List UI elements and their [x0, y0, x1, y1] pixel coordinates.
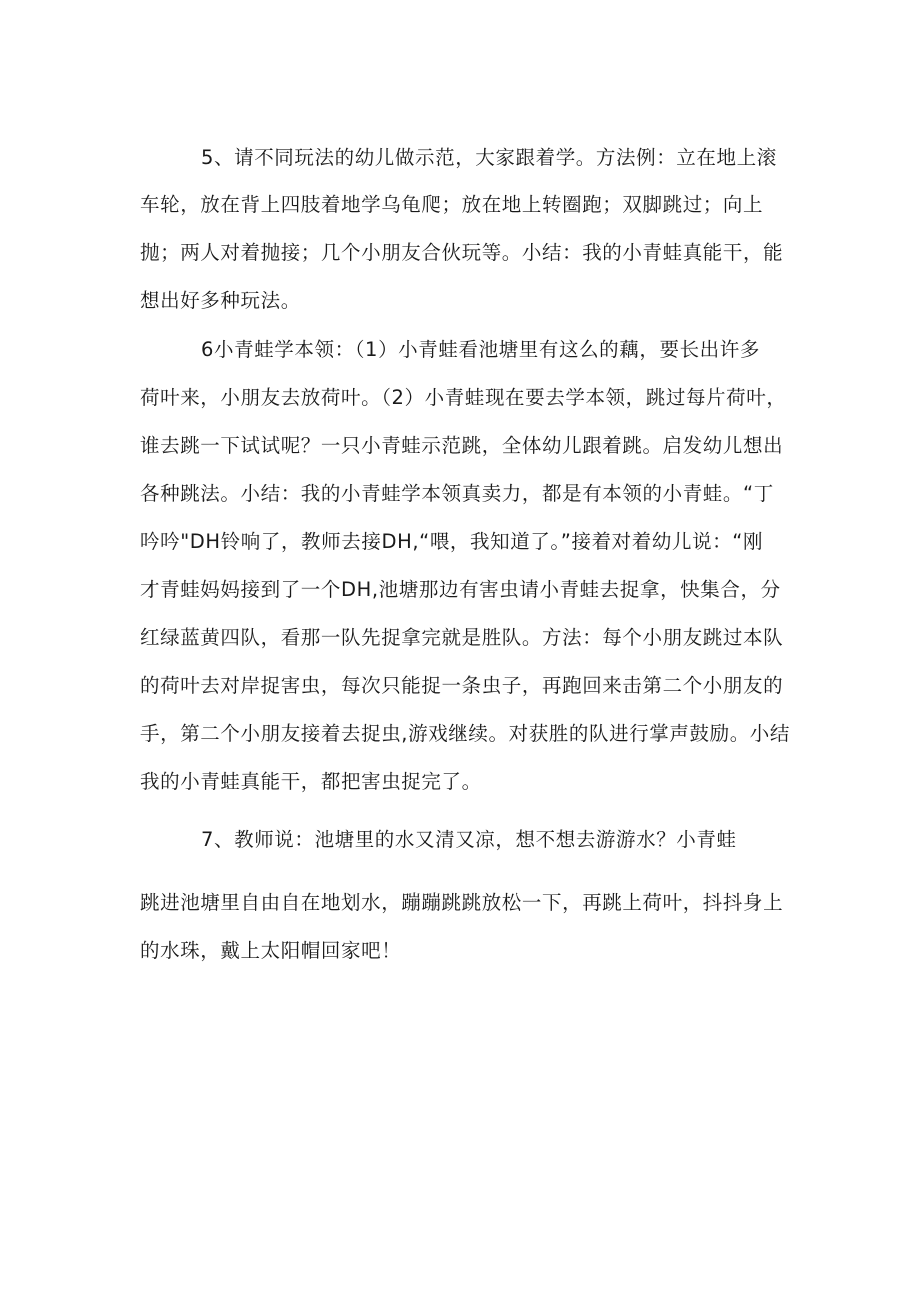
paragraph-6-line-6: 才青蛙妈妈接到了一个DH,池塘那边有害虫请小青蛙去捉拿，快集合，分 [140, 578, 781, 601]
paragraph-6-line-5: 吟吟"DH铃响了，教师去接DH,“喂，我知道了。”接着对着幼儿说：“刚 [140, 530, 764, 553]
paragraph-6-line-10: 我的小青蛙真能干，都把害虫捉完了。 [140, 770, 482, 793]
paragraph-7-line-3: 的水珠，戴上太阳帽回家吧！ [140, 939, 402, 962]
paragraph-6-line-1: 6小青蛙学本领：（1）小青蛙看池塘里有这么的藕，要长出许多 [201, 338, 760, 361]
paragraph-5-line-2: 车轮，放在背上四肢着地学乌龟爬；放在地上转圈跑；双脚跳过；向上 [140, 193, 764, 216]
paragraph-6-line-2: 荷叶来，小朋友去放荷叶。（2）小青蛙现在要去学本领，跳过每片荷叶， [140, 386, 787, 409]
paragraph-6-line-7: 红绿蓝黄四队，看那一队先捉拿完就是胜队。方法：每个小朋友跳过本队 [140, 626, 784, 649]
paragraph-5-line-1: 5、请不同玩法的幼儿做示范，大家跟着学。方法例：立在地上滚 [201, 146, 777, 169]
paragraph-5-line-3: 抛；两人对着抛接；几个小朋友合伙玩等。小结：我的小青蛙真能干，能 [140, 241, 784, 264]
paragraph-6-line-3: 谁去跳一下试试呢？一只小青蛙示范跳，全体幼儿跟着跳。启发幼儿想出 [140, 434, 784, 457]
paragraph-6-line-8: 的荷叶去对岸捉害虫，每次只能捉一条虫子，再跑回来击第二个小朋友的 [140, 674, 784, 697]
paragraph-7-line-2: 跳进池塘里自由自在地划水，蹦蹦跳跳放松一下，再跳上荷叶，抖抖身上 [140, 891, 784, 914]
paragraph-5-line-4: 想出好多种玩法。 [140, 289, 301, 312]
paragraph-7-line-1: 7、教师说：池塘里的水又清又凉，想不想去游游水？小青蛙 [201, 828, 737, 851]
paragraph-6-line-4: 各种跳法。小结：我的小青蛙学本领真卖力，都是有本领的小青蛙。“丁 [140, 482, 774, 505]
paragraph-6-line-9: 手，第二个小朋友接着去捉虫,游戏继续。对获胜的队进行掌声鼓励。小结 [140, 722, 790, 745]
